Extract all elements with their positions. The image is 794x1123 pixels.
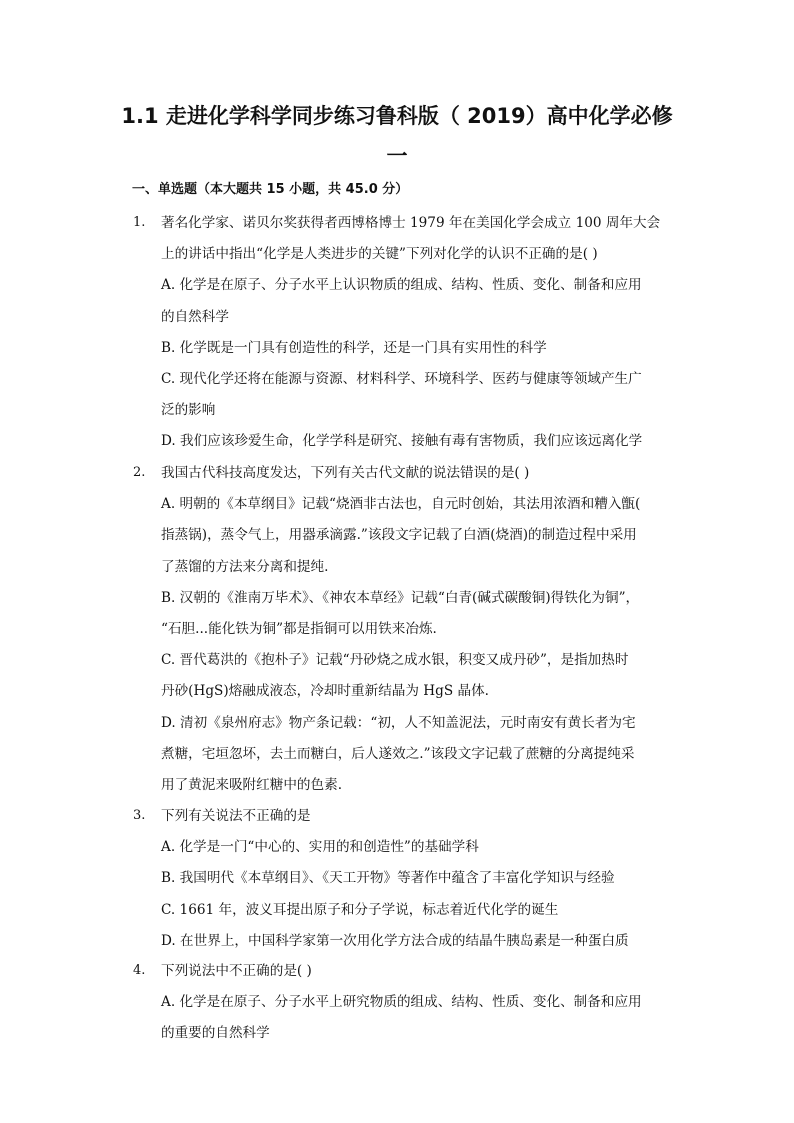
question-stem: 下列说法中不正确的是( ) xyxy=(161,963,312,979)
title-line-1: 1.1 走进化学科学同步练习鲁科版（ 2019）高中化学必修 xyxy=(121,104,673,128)
question-text-line: 的重要的自然科学 xyxy=(161,1025,270,1042)
question-text-line: D. 我们应该珍爱生命，化学学科是研究、接触有毒有害物质，我们应该远离化学 xyxy=(161,433,643,450)
question-text-line: C. 1661 年，波义耳提出原子和分子学说，标志着近代化学的诞生 xyxy=(161,901,559,918)
question-text-line: D. 在世界上，中国科学家第一次用化学方法合成的结晶牛胰岛素是一种蛋白质 xyxy=(161,932,629,949)
question-text-line: B. 我国明代《本草纲目》、《天工开物》等著作中蕴含了丰富化学知识与经验 xyxy=(161,870,615,887)
question-number: 1. xyxy=(133,215,146,230)
title-line-2: 一 xyxy=(386,144,408,168)
question-text-line: 上的讲话中指出“化学是人类进步的关键”下列对化学的认识不正确的是( ) xyxy=(161,246,598,263)
question-text-line: D. 清初《泉州府志》物产条记载：“初，人不知盖泥法，元时南安有黄长者为宅 xyxy=(161,714,636,731)
question-number: 3. xyxy=(133,808,146,823)
question-text-line: “石胆...能化铁为铜”都是指铜可以用铁来冶炼. xyxy=(161,621,437,637)
question-text-line: 煮糖，宅垣忽坏，去土而糖白，后人遂效之.”该段文字记载了蔗糖的分离提纯采 xyxy=(161,745,635,762)
question-text-line: 丹砂(HgS)熔融成液态，冷却时重新结晶为 HgS 晶体. xyxy=(161,683,489,700)
question-text-line: C. 现代化学还将在能源与资源、材料科学、环境科学、医药与健康等领域产生广 xyxy=(161,371,642,387)
question-text-line: 用了黄泥来吸附红糖中的色素. xyxy=(161,777,343,793)
question-text-line: 的自然科学 xyxy=(161,308,229,325)
question-stem: 下列有关说法不正确的是 xyxy=(161,808,311,824)
question-text-line: A. 化学是在原子、分子水平上研究物质的组成、结构、性质、变化、制备和应用 xyxy=(161,994,642,1011)
question-text-line: A. 明朝的《本草纲目》记载“烧酒非古法也，自元时创始，其法用浓酒和糟入甑( xyxy=(161,496,641,513)
question-text-line: 了蒸馏的方法来分离和提纯. xyxy=(161,558,329,575)
question-text-line: 指蒸锅)，蒸令气上，用器承滴露.”该段文字记载了白酒(烧酒)的制造过程中采用 xyxy=(161,527,637,544)
question-number: 4. xyxy=(133,963,146,978)
question-text-line: B. 汉朝的《淮南万毕术》、《神农本草经》记载“白青(碱式碳酸铜)得铁化为铜”， xyxy=(161,589,640,606)
question-text-line: A. 化学是一门“中心的、实用的和创造性”的基础学科 xyxy=(161,839,479,856)
document-title xyxy=(100,96,694,176)
question-text-line: 泛的影响 xyxy=(161,402,216,419)
section-header: 一、单选题（本大题共 15 小题，共 45.0 分） xyxy=(132,182,409,197)
question-text-line: B. 化学既是一门具有创造性的科学，还是一门具有实用性的科学 xyxy=(161,339,547,356)
question-text-line: C. 晋代葛洪的《抱朴子》记载“丹砂烧之成水银，积变又成丹砂”，是指加热时 xyxy=(161,652,629,669)
question-text-line: A. 化学是在原子、分子水平上认识物质的组成、结构、性质、变化、制备和应用 xyxy=(161,277,642,294)
question-stem: 我国古代科技高度发达，下列有关古代文献的说法错误的是( ) xyxy=(161,465,530,481)
question-number: 2. xyxy=(133,465,146,480)
question-stem: 著名化学家、诺贝尔奖获得者西博格博士 1979 年在美国化学会成立 100 周年大会 xyxy=(161,215,661,231)
